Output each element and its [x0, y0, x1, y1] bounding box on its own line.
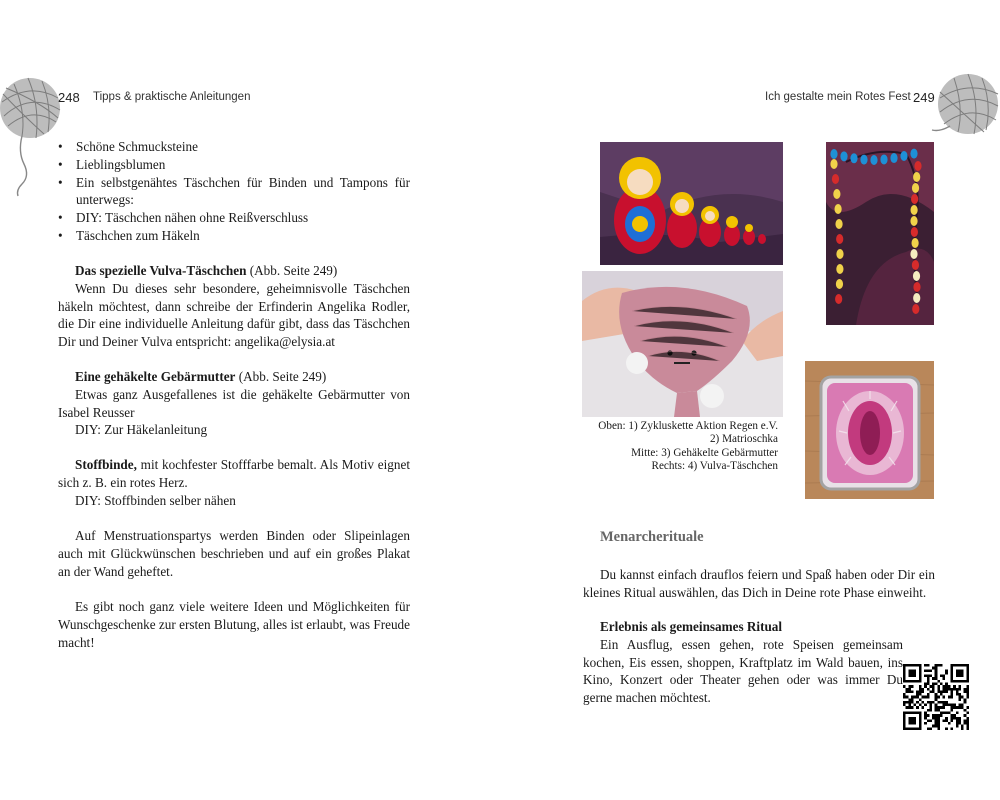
bead [833, 189, 840, 199]
bead [912, 238, 919, 248]
bead [911, 227, 918, 237]
bead [912, 304, 919, 314]
list-item: • Täschchen zum Häkeln [58, 227, 410, 245]
bead [913, 282, 920, 292]
section-heading: Menarcherituale [600, 529, 704, 545]
yarn-ball-icon [928, 72, 1000, 142]
photo-crocheted-uterus [582, 271, 783, 417]
bead [911, 205, 918, 215]
bead [913, 172, 920, 182]
diy-link: DIY: Zur Häkelanleitung [75, 422, 208, 438]
bead [836, 279, 843, 289]
paragraph: Auf Menstruationspartys werden Binden oder Slipeinlagen auch mit Glückwünschen beschrieben und auf ein großes Plakat an der Wand geheftet. [58, 528, 410, 579]
bead [860, 155, 867, 165]
vulva-pouch-section [58, 262, 410, 351]
crocheted-uterus-section [58, 368, 410, 439]
section-subheading: Stoffbinde, [75, 457, 137, 472]
paragraph: Wenn Du dieses sehr besondere, geheimnisvolle Täschchen häkeln möchtest, dann schreibe der Erfinderin Angelika Rodler, die Dir eine individuelle Anleitung dafür gibt, dass das Täschchen Dir und Deiner Vulva entspricht: angelika@elysia.at [58, 280, 410, 350]
page-number: 249 [913, 90, 935, 105]
bead [836, 234, 843, 244]
caption-line: Oben: 1) Zykluskette Aktion Regen e.V. [598, 420, 778, 432]
bead [912, 260, 919, 270]
figure-caption [583, 420, 778, 474]
bead [835, 219, 842, 229]
bead [910, 149, 917, 159]
paragraph: Etwas ganz Ausgefallenes ist die gehäkelte Gebärmutter von Isabel Reusser [58, 386, 410, 420]
bead [840, 151, 847, 161]
bead [910, 216, 917, 226]
list-item: • Lieblingsblumen [58, 156, 410, 174]
caption-line: Rechts: 4) Vulva-Täschchen [651, 460, 778, 473]
bead [832, 174, 839, 184]
list-item: • DIY: Täschchen nähen ohne Reißverschluss [58, 209, 410, 227]
bead [836, 264, 843, 274]
photo-vulva-pouch [805, 361, 934, 499]
ritual-section [583, 618, 903, 707]
bead [870, 155, 877, 165]
bead [850, 153, 857, 163]
caption-line: 2) Matrioschka [709, 433, 778, 446]
section-subheading: Das spezielle Vulva-Täschchen [75, 263, 247, 278]
photo-matryoshka [600, 142, 783, 265]
list-item: • Schöne Schmucksteine [58, 138, 410, 156]
paragraph: mit kochfester Stofffarbe bemalt. Als Motiv eignet sich z. B. ein rotes Herz. [58, 457, 410, 490]
section-subheading: Eine gehäkelte Gebärmutter [75, 369, 236, 384]
diy-link: DIY: Stoffbinden selber nähen [75, 492, 236, 508]
running-title: Ich gestalte mein Rotes Fest [765, 91, 911, 103]
paragraph: Es gibt noch ganz viele weitere Ideen und Möglichkeiten für Wunschgeschenke zur ersten Blutung, alles ist erlaubt, was Freude macht! [58, 599, 410, 650]
bead [911, 194, 918, 204]
bead [880, 154, 887, 164]
qr-code-icon [903, 664, 969, 730]
bead [913, 271, 920, 281]
ideas-paragraph [58, 598, 410, 651]
bead [900, 151, 907, 161]
bead [890, 153, 897, 163]
list-item: • Ein selbstgenähtes Täschchen für Binden und Tampons für unterwegs: [58, 174, 410, 210]
bead [912, 183, 919, 193]
bead [834, 204, 841, 214]
page-number: 248 [58, 90, 80, 105]
bead [910, 249, 917, 259]
running-title: Tipps & praktische Anleitungen [93, 91, 251, 103]
party-paragraph [58, 527, 410, 580]
figure-reference: (Abb. Seite 249) [246, 263, 338, 278]
bead [914, 161, 921, 171]
caption-line: Mitte: 3) Gehäkelte Gebärmutter [631, 446, 778, 459]
figure-reference: (Abb. Seite 249) [235, 369, 327, 384]
cloth-pad-section [58, 456, 410, 509]
gift-list [58, 138, 410, 245]
bead [913, 293, 920, 303]
photo-cycle-chain [826, 142, 934, 325]
section-subheading: Erlebnis als gemeinsames Ritual [600, 619, 783, 634]
bead [830, 149, 837, 159]
paragraph: Du kannst einfach drauflos feiern und Spaß haben oder Dir ein kleines Ritual auswählen, das Dich in Deine rote Phase einweiht. [583, 567, 935, 600]
intro-paragraph [583, 566, 935, 602]
bead [830, 159, 837, 169]
bead [835, 294, 842, 304]
bead [836, 249, 843, 259]
paragraph: Ein Ausflug, essen gehen, rote Speisen gemeinsam kochen, Eis essen, shoppen, Kraftplatz im Wald bauen, ins Kino, Konzert oder Theater gehen oder was immer Du gerne machen möchtest. [583, 636, 903, 706]
